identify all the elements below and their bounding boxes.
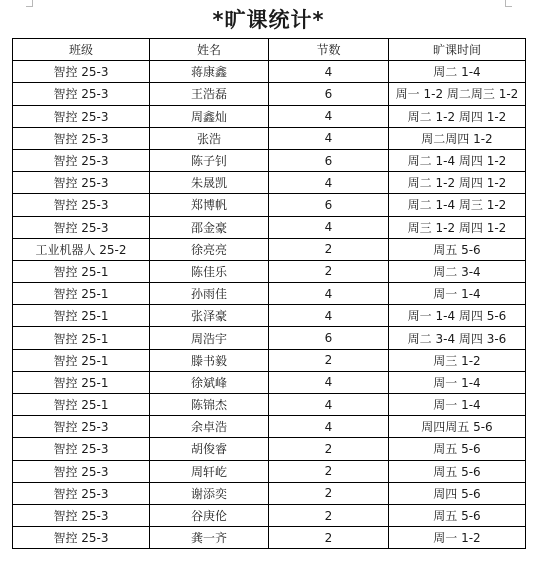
cell-absence-time: 周二 1-4 — [389, 61, 526, 83]
table-row — [13, 416, 526, 438]
table-row — [13, 305, 526, 327]
cell-name: 朱晟凯 — [150, 172, 269, 194]
table-row — [13, 149, 526, 171]
cell-periods: 2 — [269, 504, 389, 526]
cell-absence-time: 周二 1-4 周三 1-2 — [389, 194, 526, 216]
cell-class: 智控 25-1 — [13, 305, 150, 327]
cell-class: 智控 25-3 — [13, 527, 150, 549]
cell-name: 孙雨佳 — [150, 283, 269, 305]
cell-absence-time: 周一 1-4 — [389, 394, 526, 416]
cell-periods: 6 — [269, 149, 389, 171]
cell-class: 智控 25-1 — [13, 260, 150, 282]
cell-name: 龚一齐 — [150, 527, 269, 549]
cell-class: 智控 25-3 — [13, 216, 150, 238]
cell-name: 王浩磊 — [150, 83, 269, 105]
cell-name: 郑博帆 — [150, 194, 269, 216]
cell-class: 智控 25-3 — [13, 482, 150, 504]
cell-periods: 6 — [269, 194, 389, 216]
cell-periods: 4 — [269, 283, 389, 305]
cell-name: 胡俊睿 — [150, 438, 269, 460]
cell-absence-time: 周一 1-4 周四 5-6 — [389, 305, 526, 327]
cell-periods: 2 — [269, 527, 389, 549]
absence-table — [12, 38, 526, 549]
cell-absence-time: 周二周四 1-2 — [389, 127, 526, 149]
table-row — [13, 83, 526, 105]
cell-class: 智控 25-1 — [13, 283, 150, 305]
document-title: *旷课统计* — [212, 8, 325, 32]
table-row — [13, 105, 526, 127]
cell-name: 蒋康鑫 — [150, 61, 269, 83]
cell-name: 滕书毅 — [150, 349, 269, 371]
cell-absence-time: 周一 1-2 — [389, 527, 526, 549]
cell-name: 徐亮亮 — [150, 238, 269, 260]
cell-class: 智控 25-3 — [13, 105, 150, 127]
cell-class: 智控 25-3 — [13, 194, 150, 216]
cell-class: 智控 25-3 — [13, 416, 150, 438]
table-row — [13, 504, 526, 526]
cell-absence-time: 周五 5-6 — [389, 438, 526, 460]
cell-class: 智控 25-1 — [13, 371, 150, 393]
table-row — [13, 438, 526, 460]
table-row — [13, 127, 526, 149]
cell-periods: 2 — [269, 460, 389, 482]
cell-absence-time: 周五 5-6 — [389, 238, 526, 260]
cell-absence-time: 周四 5-6 — [389, 482, 526, 504]
cell-periods: 4 — [269, 172, 389, 194]
cell-periods: 2 — [269, 238, 389, 260]
cell-periods: 6 — [269, 83, 389, 105]
table-row — [13, 238, 526, 260]
cell-class: 智控 25-3 — [13, 504, 150, 526]
table-row — [13, 194, 526, 216]
cell-name: 张浩 — [150, 127, 269, 149]
cell-periods: 2 — [269, 349, 389, 371]
cell-absence-time: 周一 1-4 — [389, 371, 526, 393]
table-row — [13, 527, 526, 549]
cell-periods: 4 — [269, 127, 389, 149]
cell-class: 工业机器人 25-2 — [13, 238, 150, 260]
cell-name: 周轩屹 — [150, 460, 269, 482]
cell-periods: 2 — [269, 438, 389, 460]
cell-periods: 4 — [269, 416, 389, 438]
header-absence-time: 旷课时间 — [389, 39, 526, 61]
cell-class: 智控 25-3 — [13, 172, 150, 194]
table-row — [13, 482, 526, 504]
cell-class: 智控 25-3 — [13, 127, 150, 149]
cell-name: 谢添奕 — [150, 482, 269, 504]
cell-name: 陈佳乐 — [150, 260, 269, 282]
cell-absence-time: 周二 1-2 周四 1-2 — [389, 105, 526, 127]
table-row — [13, 216, 526, 238]
cell-absence-time: 周五 5-6 — [389, 504, 526, 526]
cell-name: 余卓浩 — [150, 416, 269, 438]
table-row — [13, 460, 526, 482]
cell-class: 智控 25-3 — [13, 61, 150, 83]
cell-name: 谷庚伦 — [150, 504, 269, 526]
cell-class: 智控 25-3 — [13, 83, 150, 105]
cell-class: 智控 25-1 — [13, 349, 150, 371]
header-class: 班级 — [13, 39, 150, 61]
cell-name: 邵金豪 — [150, 216, 269, 238]
cell-name: 周鑫灿 — [150, 105, 269, 127]
table-row — [13, 260, 526, 282]
cell-periods: 6 — [269, 327, 389, 349]
table-row — [13, 172, 526, 194]
cell-absence-time: 周五 5-6 — [389, 460, 526, 482]
table-body — [13, 61, 526, 549]
cell-absence-time: 周三 1-2 — [389, 349, 526, 371]
header-periods: 节数 — [269, 39, 389, 61]
cell-class: 智控 25-1 — [13, 327, 150, 349]
cell-class: 智控 25-3 — [13, 460, 150, 482]
cell-absence-time: 周四周五 5-6 — [389, 416, 526, 438]
cell-periods: 4 — [269, 371, 389, 393]
cell-absence-time: 周一 1-4 — [389, 283, 526, 305]
table-row — [13, 394, 526, 416]
cell-absence-time: 周二 3-4 周四 3-6 — [389, 327, 526, 349]
cell-periods: 4 — [269, 61, 389, 83]
cell-class: 智控 25-1 — [13, 394, 150, 416]
cell-class: 智控 25-3 — [13, 438, 150, 460]
cell-periods: 2 — [269, 482, 389, 504]
cell-periods: 4 — [269, 216, 389, 238]
table-row — [13, 61, 526, 83]
cell-absence-time: 周二 3-4 — [389, 260, 526, 282]
cell-absence-time: 周一 1-2 周二周三 1-2 — [389, 83, 526, 105]
cell-periods: 4 — [269, 394, 389, 416]
cell-name: 徐斌峰 — [150, 371, 269, 393]
table-row — [13, 283, 526, 305]
table-row — [13, 327, 526, 349]
cell-class: 智控 25-3 — [13, 149, 150, 171]
cell-name: 陈锦杰 — [150, 394, 269, 416]
header-name: 姓名 — [150, 39, 269, 61]
cell-periods: 4 — [269, 105, 389, 127]
cell-name: 张泽豪 — [150, 305, 269, 327]
cell-absence-time: 周三 1-2 周四 1-2 — [389, 216, 526, 238]
table-header-row — [13, 39, 526, 61]
cell-name: 周浩宇 — [150, 327, 269, 349]
table-row — [13, 371, 526, 393]
cell-periods: 2 — [269, 260, 389, 282]
cell-absence-time: 周二 1-4 周四 1-2 — [389, 149, 526, 171]
table-row — [13, 349, 526, 371]
cell-absence-time: 周二 1-2 周四 1-2 — [389, 172, 526, 194]
cell-name: 陈子钊 — [150, 149, 269, 171]
cell-periods: 4 — [269, 305, 389, 327]
